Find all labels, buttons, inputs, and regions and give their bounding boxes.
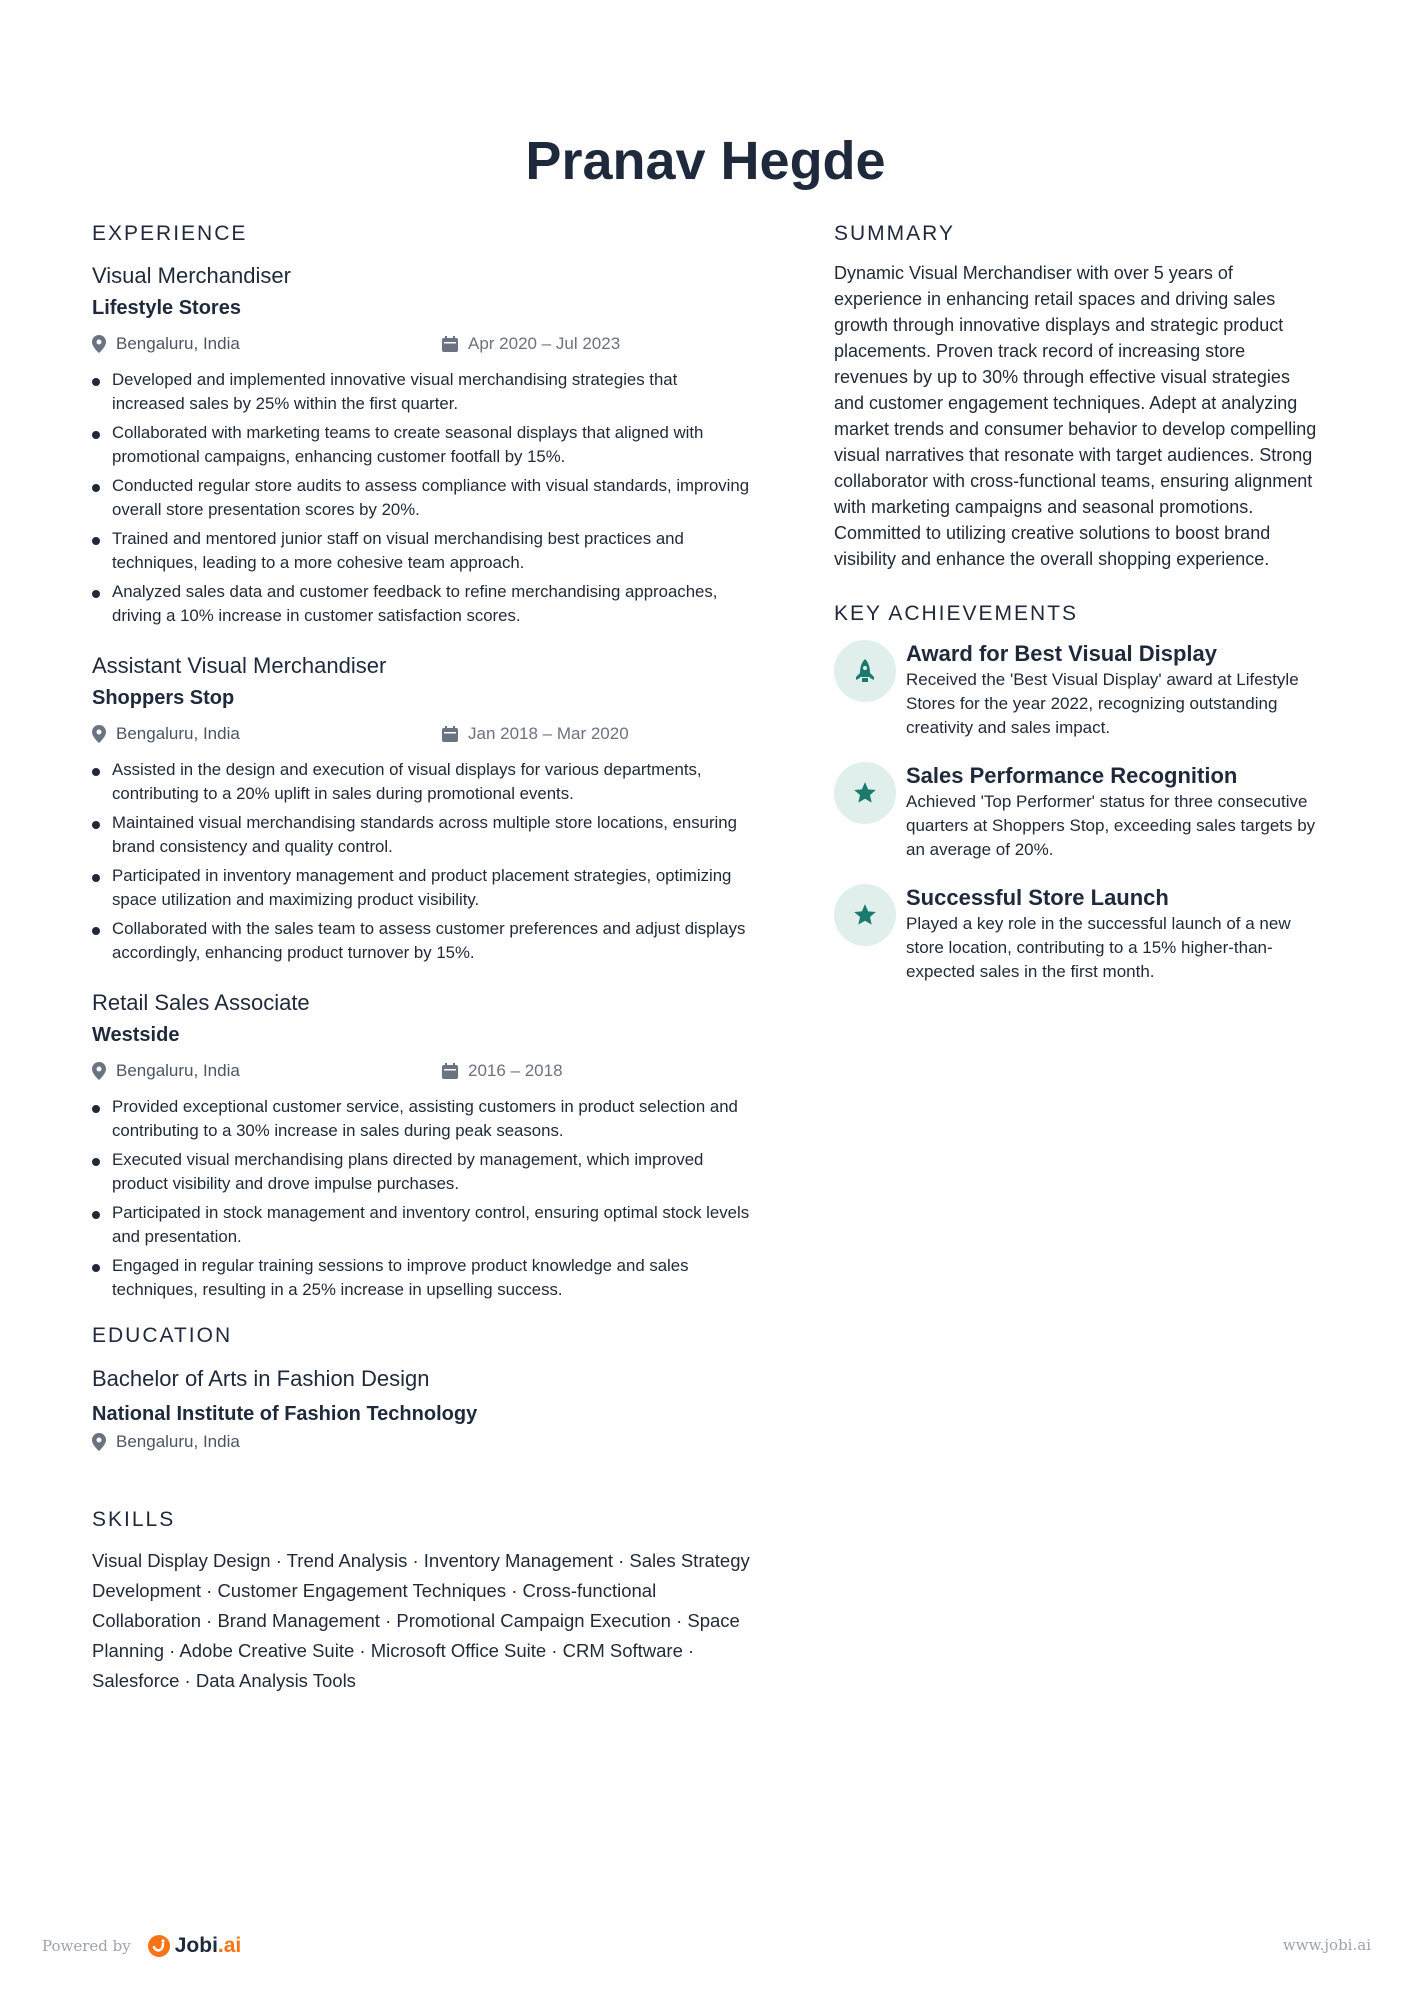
job-title: Retail Sales Associate [92,990,310,1015]
job-dates [442,334,620,354]
summary-text: Dynamic Visual Merchandiser with over 5 years of experience in enhancing retail spaces and driving sales growth through innovative displays and strategic product placements. Proven track record of increasing store revenues by up to 30% through effective visual strategies and customer engagement techniques. Adept at analyzing market trends and consumer behavior to develop compelling visual narratives that resonate with target audiences. Strong collaborator with cross-functional teams, ensuring alignment with marketing campaigns and seasonal promotions. Committed to utilizing creative solutions to boost brand visibility and enhance the overall shopping experience. [834,263,1317,569]
bullet-item: Engaged in regular training sessions to improve product knowledge and sales techniques, resulting in a 25% increase in upselling success. [92,1254,752,1302]
achievement-desc: Achieved 'Top Performer' status for three consecutive quarters at Shoppers Stop, exceeding sales targets by an average of 20%. [906,792,1316,859]
job-location [92,334,240,354]
calendar-icon [442,1063,458,1079]
jobi-logo-icon [147,1934,171,1958]
bullet-item: Executed visual merchandising plans directed by management, which improved product visibility and drove impulse purchases. [92,1148,752,1196]
right-column [834,222,1324,1006]
calendar-icon [442,726,458,742]
job-bullets [92,758,752,965]
achievement-title: Sales Performance Recognition [906,763,1238,788]
bullet-item: Maintained visual merchandising standards across multiple store locations, ensuring brand consistency and quality control. [92,811,752,859]
jobi-logo-main: Jobi [174,1934,218,1957]
education-section [92,1324,752,1460]
achievement-item [834,762,1324,862]
section-title-experience: EXPERIENCE [92,222,248,245]
star-icon [834,762,896,824]
education-location [92,1432,240,1452]
job-dates [442,1061,563,1081]
achievement-item [834,884,1324,984]
bullet-item: Participated in stock management and inventory control, ensuring optimal stock levels and presentation. [92,1201,752,1249]
job-location-text: Bengaluru, India [116,1061,240,1080]
bullet-item: Participated in inventory management and product placement strategies, optimizing space utilization and maximizing product visibility. [92,864,752,912]
job-company: Shoppers Stop [92,687,235,709]
section-title-achievements: KEY ACHIEVEMENTS [834,602,1079,625]
job-meta [92,724,752,752]
section-title-education: EDUCATION [92,1324,233,1347]
achievement-body [906,884,1324,984]
job-entry [92,987,752,1302]
jobi-logo-suffix: .ai [217,1934,242,1957]
job-entry [92,260,752,628]
job-location-text: Bengaluru, India [116,724,240,743]
job-bullets [92,1095,752,1302]
job-dates-text: 2016 – 2018 [468,1061,563,1080]
star-icon [834,884,896,946]
achievement-title: Award for Best Visual Display [906,641,1217,666]
achievement-body [906,640,1324,740]
job-entry [92,650,752,965]
bullet-item: Assisted in the design and execution of visual displays for various departments, contributing to a 20% uplift in sales during promotional events. [92,758,752,806]
achievement-desc: Played a key role in the successful launch of a new store location, contributing to a 15% higher-than-expected sales in the first month. [906,914,1291,981]
candidate-name: Pranav Hegde [525,131,886,191]
job-dates-text: Jan 2018 – Mar 2020 [468,724,629,743]
bullet-item: Collaborated with marketing teams to create seasonal displays that aligned with promotional campaigns, enhancing customer footfall by 15%. [92,421,752,469]
location-pin-icon [92,725,106,743]
job-title: Visual Merchandiser [92,263,291,288]
left-column [92,222,752,1696]
powered-by-text: Powered by [42,1937,131,1955]
achievement-title: Successful Store Launch [906,885,1169,910]
section-title-summary: SUMMARY [834,222,955,245]
achievement-item [834,640,1324,740]
location-pin-icon [92,1433,106,1451]
location-pin-icon [92,335,106,353]
bullet-item: Conducted regular store audits to assess compliance with visual standards, improving overall store presentation scores by 20%. [92,474,752,522]
education-location-text: Bengaluru, India [116,1432,240,1451]
rocket-icon [834,640,896,702]
footer-url[interactable]: www.jobi.ai [1282,1936,1371,1954]
job-location-text: Bengaluru, India [116,334,240,353]
achievement-desc: Received the 'Best Visual Display' award at Lifestyle Stores for the year 2022, recognizing outstanding creativity and sales impact. [906,670,1299,737]
job-meta [92,334,752,362]
job-dates-text: Apr 2020 – Jul 2023 [468,334,621,353]
education-school: National Institute of Fashion Technology [92,1403,478,1425]
bullet-item: Trained and mentored junior staff on visual merchandising best practices and techniques, leading to a more cohesive team approach. [92,527,752,575]
education-meta [92,1432,752,1460]
job-dates [442,724,629,744]
job-title: Assistant Visual Merchandiser [92,653,387,678]
bullet-item: Developed and implemented innovative visual merchandising strategies that increased sales by 25% within the first quarter. [92,368,752,416]
job-company: Lifestyle Stores [92,297,241,319]
bullet-item: Analyzed sales data and customer feedback to refine merchandising approaches, driving a 10% increase in customer satisfaction scores. [92,580,752,628]
skills-section [92,1508,752,1696]
jobi-logo-text [175,1934,242,1958]
achievement-body [906,762,1324,862]
job-location [92,1061,240,1081]
bullet-item: Provided exceptional customer service, assisting customers in product selection and contributing to a 30% increase in sales during peak seasons. [92,1095,752,1143]
section-title-skills: SKILLS [92,1508,176,1531]
jobi-logo[interactable] [147,1934,242,1958]
achievements-section [834,602,1324,984]
footer-branding [42,1934,241,1958]
bullet-item: Collaborated with the sales team to assess customer preferences and adjust displays accordingly, enhancing product turnover by 15%. [92,917,752,965]
job-location [92,724,240,744]
job-bullets [92,368,752,628]
job-company: Westside [92,1024,180,1046]
calendar-icon [442,336,458,352]
education-degree: Bachelor of Arts in Fashion Design [92,1366,430,1391]
job-meta [92,1061,752,1089]
skills-list: Visual Display Design · Trend Analysis · Inventory Management · Sales Strategy Development · Customer Engagement Techniques · Cross-functional Collaboration · Brand Management · Promotional Campaign Execution · Space Planning · Adobe Creative Suite · Microsoft Office Suite · CRM Software · Salesforce · Data Analysis Tools [92,1550,750,1691]
location-pin-icon [92,1062,106,1080]
